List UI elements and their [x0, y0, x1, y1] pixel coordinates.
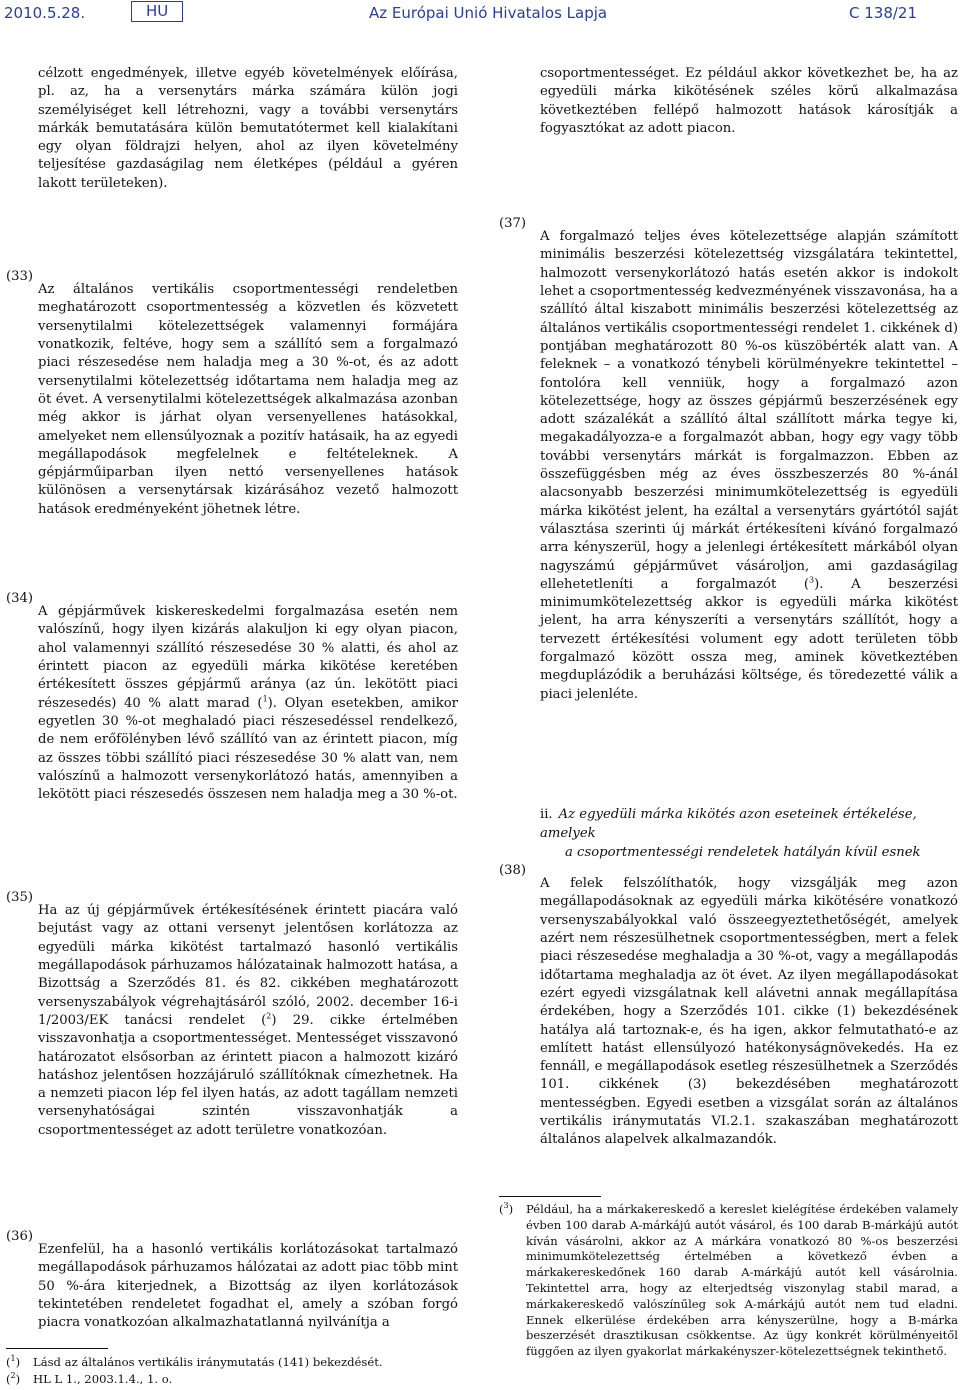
paragraph-text: Az általános vertikális csoportmentességi rendeletben meghatározott csoportmentesség a közvetlen és közvetett versenytilalmi kötelezettségek valamennyi formájára vonatkozik, feltéve, hogy sem a szállító sem a forgalmazó piaci részesedése nem haladja meg a 30 %-ot, és az adott versenytilalmi kötelezettség időtartama nem haladja meg az öt évet. A versenytilalmi kötelezettségek alkalmazása azonban még akkor is járhat olyan versenyellenes hatásokkal, amelyeket nem ellensúlyoznak a pozitív hatásaik, ha az egyedi megállapodások megfelelnek e feltételeknek. A gépjárműiparban ilyen nettó versenyellenes hatások különösen a versenytársak kizárásához vezető halmozott hatások eredményeként jöhetnek létre.	[38, 282, 458, 517]
paragraph-text: ). A beszerzési minimumkötelezettség akkor is egyedüli márka kikötést jelent, ha arra kényszeríti a versenytárs szállítót, hogy a tervezett értékesítési volument egy adott területen több forgalmazó között ossza meg, aminek következtében megduplázódik a beruházási költsége, és töredezetté válik a piaci jelenléte.	[540, 576, 959, 702]
footnote-separator	[499, 1196, 601, 1197]
page-header	[0, 0, 960, 34]
footnote-3: ($^3$) Például, ha a márkakereskedő a kereslet kielégítése érdekében valamely évben 100 darab A-márkájú autót vásárol, és 100 darab B-márkájú autót kíván vásárolni, akkor az A márkára vonatkozó 80 %-os beszerzési minimumkötelezettség értelmében a következő évben a márkakereskedőnek 160 darab A-márkájú autót kell vásárolnia. Tekintettel arra, hogy az elterjedtség viszonylag stabil marad, a márkakereskedő valószínűleg sok A-márkájú autót nem tud eladni. Ennek elkerülése érdekében arra kényszerülne, hogy a B-márka beszerzését drasztikusan csökkentse. Az ügy konkrét körülményeitől függően az ilyen gyakorlat márkakényszer-kötelezettségnek tekinthető.	[499, 1201, 958, 1359]
paragraph-number: (37)	[499, 216, 527, 231]
paragraph-text: A gépjárművek kiskereskedelmi forgalmazása esetén nem valószínű, hogy ilyen kizárás alakuljon ki egy olyan piacon, ahol valamennyi szállító részesedése 30 % alatti, és ahol az érintett piacon az egyedüli márka kikötése keretében értékesített összes gépjármű aránya (az ún. lekötött piaci részesedés) 40 % alatt marad (	[38, 604, 458, 711]
paragraph-text: Ezenfelül, ha a hasonló vertikális korlátozásokat tartalmazó megállapodások párhuzamos hálózatai az adott piac több mint 50 %-ára kiterjednek, a Bizottság az ilyen korlátozások tekintetében rendeletet fogadhat el, amely a szóban forgó piacra vonatkozóan alkalmazhatatlanná nyilvánítja a	[38, 1242, 458, 1331]
page-reference: C 138/21	[849, 4, 918, 22]
paragraph-38	[499, 862, 958, 1163]
paragraph-34	[6, 590, 458, 818]
publication-date: 2010.5.28.	[4, 4, 86, 22]
paragraph-text: Ha az új gépjárművek értékesítésének érintett piacára való bejutást vagy az ottani versenyt jelentősen korlátozza az egyedüli márka kikötést tartalmazó hasonló vertikális megállapodások párhuzamos hálózatainak halmozott hatása, a Bizottság a Szerződés 81. és 82. cikkében meghatározott versenyszabályok végrehajtásáról szóló, 2002. december 16-i 1/2003/EK tanácsi rendelet (	[38, 903, 458, 1028]
paragraph-33	[6, 268, 458, 532]
journal-title: Az Európai Unió Hivatalos Lapja	[369, 4, 608, 22]
footnote-ref[interactable]: 2	[266, 1011, 272, 1021]
section-title-line-1: Az egyedüli márka kikötés azon eseteinek értékelése, amelyek	[540, 807, 917, 841]
footnote-ref[interactable]: 3	[809, 575, 815, 585]
paragraph-35	[6, 889, 458, 1153]
footnote-separator	[6, 1348, 108, 1349]
paragraph-37	[499, 215, 958, 717]
left-intro-continuation: célzott engedmények, illetve egyéb követelmények előírása, pl. az, ha a versenytárs márka számára külön jogi személyiséget kell létrehozni, vagy a további versenytárs márkák bemutatására külön bemutatótermet kell kialakítani egy olyan földrajzi helyen, ahol az ilyen követelmény teljesítése gazdaságilag nem életképes (például a gyéren lakott területeken).	[38, 66, 458, 191]
paragraph-text: A forgalmazó teljes éves kötelezettsége alapján számított minimális beszerzési kötelezettség vizsgálatára tekintettel, halmozott versenykorlátozó hatás esetén akkor is indokolt lehet a csoportmentesség kedvezményének visszavonása, ha a szállító által kiszabott minimális beszerzési kötelezettség az általános vertikális csoportmentességi rendelet 1. cikkének d) pontjában meghatározott 80 %-os küszöbérték alatt van. A feleknek – a vonatkozó ténybeli körülményekre tekintettel – fontolóra kell venniük, hogy a forgalmazó azon kötelezettsége, hogy az összes gépjármű beszerzésének egy adott százalékát a szállító által szállított márka tegye ki, megakadályozza-e a forgalmazót abban, hogy egy vagy több további versenytárs márkát is forgalmazzon. Ebben az összefüggésben még az éves összbeszerzés 80 %-ánál alacsonyabb beszerzési minimumkötelezettség is egyedüli márka kikötést jelent, ha ezáltal a versenytárs gyártótól saját választása szerinti új márkát értékesíteni kívánó forgalmazó arra kényszerül, hogy a jelenlegi értékesített márkából olyan nagyszámú gépjárművet vásároljon, ami gazdaságilag ellehetetleníti a forgalmazót (	[540, 229, 958, 592]
footnote-ref[interactable]: 1	[262, 694, 268, 704]
paragraph-number: (36)	[6, 1229, 34, 1244]
paragraph-text: ) 29. cikke értelmében visszavonhatja a csoportmentességet. Mentességet visszavonó határozatot elsősorban az érintett piacon a halmozott kizáró hatáshoz jelentősen hozzájáruló szállítóknak címezhetnek. Ha a nemzeti piacon lép fel ilyen hatás, az adott tagállam nemzeti versenyhatóságai szintén visszavonhatják a csoportmentességet az adott területre vonatkozóan.	[38, 1012, 458, 1138]
paragraph-36	[6, 1228, 458, 1346]
section-heading	[540, 805, 958, 862]
right-continuation: csoportmentességet. Ez például akkor következhet be, ha az egyedüli márka kikötésének széles körű alkalmazása következtében fellépő halmozott hatások károsítják a fogyasztókat az adott piacon.	[540, 66, 958, 136]
footnote-2: ($^2$) HL L 1., 2003.1.4., 1. o.	[6, 1371, 173, 1386]
paragraph-text: A felek felszólíthatók, hogy vizsgálják meg azon megállapodásoknak az egyedüli márka kikötésére vonatkozó versenyszabályokkal való összeegyeztethetőségét, amelyek azért nem részesülhetnek csoportmentességben, mert a felek piaci részesedése meghaladja a 30 %-ot, vagy a megállapodás időtartama meghaladja az öt évet. Az ilyen megállapodásokat ezért egyedi vizsgálatnak kell alávetni annak megállapítása érdekében, hogy a Szerződés 101. cikke (1) bekezdésének hatálya alá tartoznak-e, és ha igen, akkor felmutatható-e az említett hatást ellensúlyozó hatékonyságnövekedés. Ha ez fennáll, e megállapodások esetleg részesülhetnek a Szerződés 101. cikkének (3) bekezdésében meghatározott mentességben. Egyedi esetben a vizsgálat során az általános vertikális iránymutatás VI.2.1. szakaszában meghatározott általános alapelvek alkalmazandók.	[540, 876, 958, 1148]
paragraph-number: (35)	[6, 890, 34, 905]
language-badge: HU	[131, 1, 183, 22]
section-title-line-2: a csoportmentességi rendeletek hatályán kívül esnek	[565, 845, 921, 860]
paragraph-number: (33)	[6, 269, 34, 284]
paragraph-text: ). Olyan esetekben, amikor egyetlen 30 %-ot meghaladó piaci részesedéssel rendelkező, de nem erőfölényben lévő szállító van az érintett piacon, míg az összes többi szállító piaci részesedése 30 % alatt van, nem valószínű a halmozott versenykorlátozó hatás, amennyiben a lekötött piaci részesedés összesen nem haladja meg a 30 %-ot.	[38, 695, 458, 803]
section-number: ii.	[540, 807, 553, 822]
paragraph-number: (38)	[499, 863, 527, 878]
footnote-1: ($^1$) Lásd az általános vertikális iránymutatás (141) bekezdését.	[6, 1354, 383, 1369]
paragraph-number: (34)	[6, 591, 34, 606]
